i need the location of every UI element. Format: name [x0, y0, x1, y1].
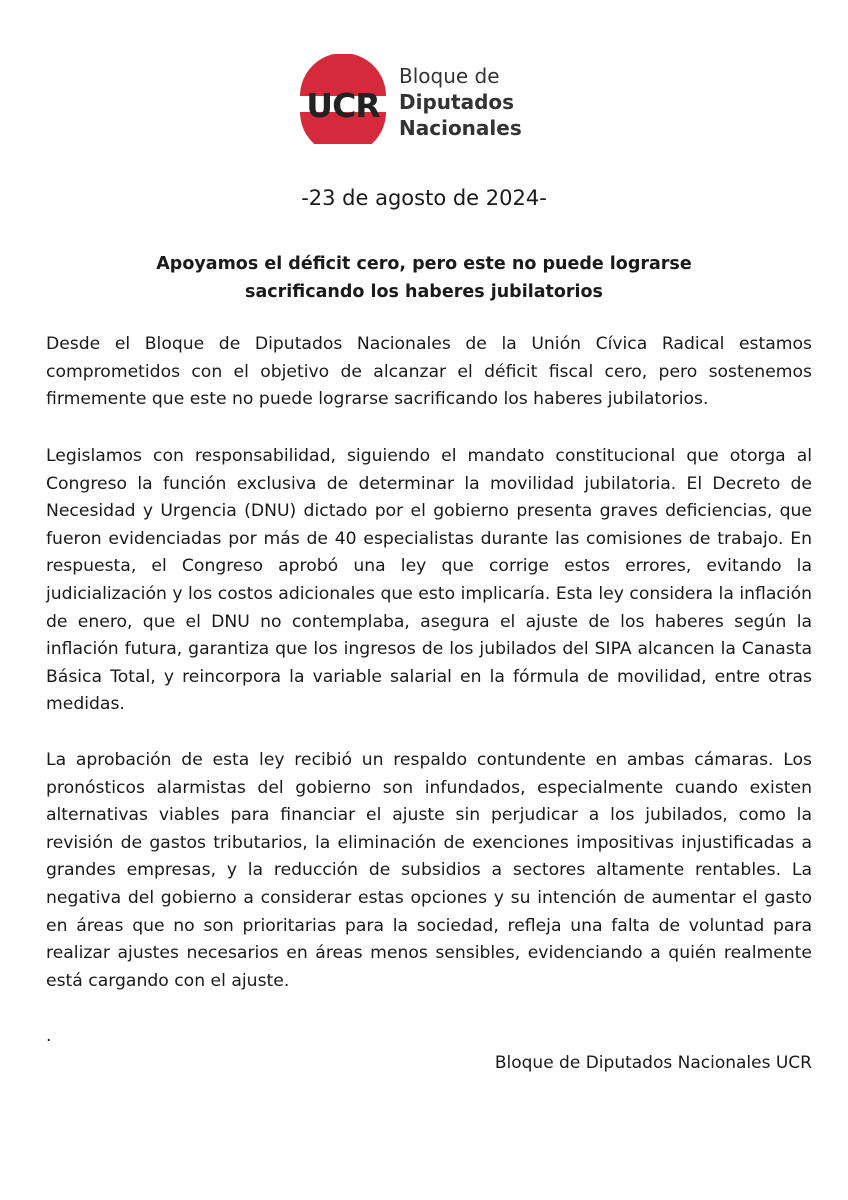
- logo-line-1: Bloque de: [399, 64, 500, 88]
- ucr-acronym: UCR: [306, 86, 380, 125]
- headline-line-1: Apoyamos el déficit cero, pero este no puede lograrse: [156, 254, 692, 274]
- paragraph-2: Legislamos con responsabilidad, siguiendo el mandato constitucional que otorga al Congreso la función exclusiva de determinar la movilidad jubilatoria. El Decreto de Necesidad y Urgencia (DNU) dictado por el gobierno presenta graves deficiencias, que fueron evidenciadas por más de 40 especialistas durante las comisiones de trabajo. En respuesta, el Congreso aprobó una ley que corrige estos errores, evitando la judicialización y los costos adicionales que esto implicaría. Esta ley considera la inflación de enero, que el DNU no contemplaba, asegura el ajuste de los haberes según la inflación futura, garantiza que los ingresos de los jubilados del SIPA alcancen la Canasta Básica Total, y reincorpora la variable salarial en la fórmula de movilidad, entre otras medidas.: [46, 446, 812, 715]
- ucr-logo-emblem: [297, 54, 389, 144]
- logo-line-3: Nacionales: [399, 116, 522, 140]
- paragraph-1: Desde el Bloque de Diputados Nacionales de la Unión Cívica Radical estamos comprometidos con el objetivo de alcanzar el déficit fiscal cero, pero sostenemos firmemente que este no puede lograrse sacrificando los haberes jubilatorios.: [46, 334, 812, 410]
- headline: [100, 250, 748, 306]
- release-date: -23 de agosto de 2024-: [301, 186, 547, 210]
- paragraph-3: La aprobación de esta ley recibió un respaldo contundente en ambas cámaras. Los pronósticos alarmistas del gobierno son infundados, especialmente cuando existen alternativas viables para financiar el ajuste sin perjudicar a los jubilados, como la revisión de gastos tributarios, la eliminación de exenciones impositivas injustificadas a grandes empresas, y la reducción de subsidios a sectores altamente rentables. La negativa del gobierno a considerar estas opciones y su intención de aumentar el gasto en áreas que no son prioritarias para la sociedad, refleja una falta de voluntad para realizar ajustes necesarios en áreas menos sensibles, evidenciando a quién realmente está cargando con el ajuste.: [46, 750, 812, 991]
- headline-line-2: sacrificando los haberes jubilatorios: [245, 282, 603, 302]
- signature: Bloque de Diputados Nacionales UCR: [494, 1053, 812, 1073]
- logo-wordmark: [399, 63, 522, 141]
- logo-line-2: Diputados: [399, 90, 515, 114]
- ucr-logo: [297, 54, 537, 144]
- trailing-dot: .: [46, 1026, 52, 1046]
